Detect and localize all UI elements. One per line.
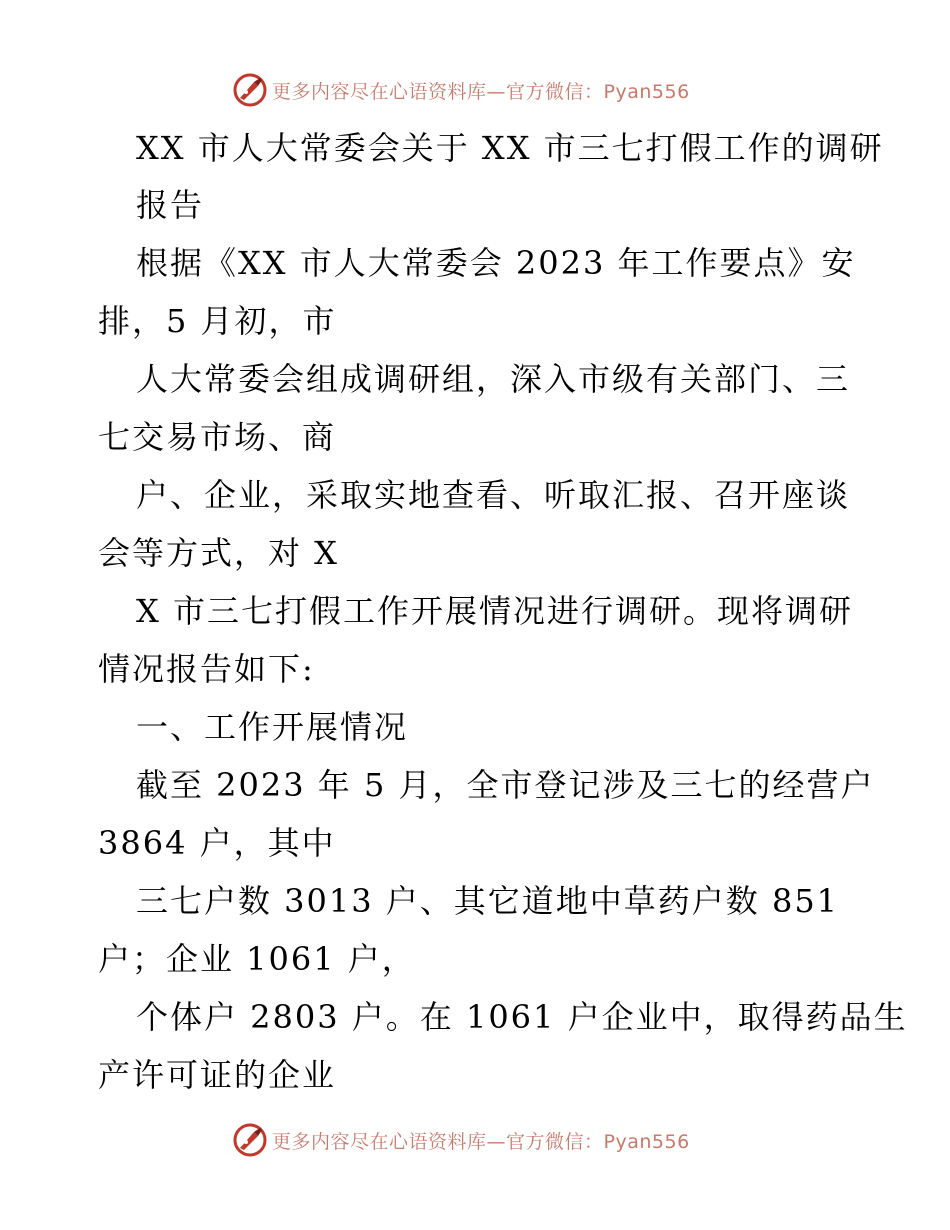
paragraph-line: 人大常委会组成调研组，深入市级有关部门、三 (136, 360, 851, 398)
paragraph-line: X 市三七打假工作开展情况进行调研。现将调研 (136, 592, 853, 630)
banner-wechat-id: Pyan556 (603, 80, 690, 103)
header-watermark-banner (232, 70, 732, 110)
paragraph-line: 七交易市场、商 (98, 418, 337, 456)
paragraph-line: 情况报告如下: (98, 650, 315, 688)
paragraph-line: 产许可证的企业 (98, 1056, 337, 1094)
banner-label: 更多内容尽在心语资料库—官方微信： (272, 1130, 604, 1153)
paragraph-line: 户；企业 1061 户， (98, 940, 416, 978)
banner-text (272, 77, 690, 104)
paragraph-line: 截至 2023 年 5 月，全市登记涉及三七的经营户 (136, 766, 875, 804)
paragraph-line: 排，5 月初，市 (98, 302, 337, 340)
banner-wechat-id: Pyan556 (603, 1130, 690, 1153)
paragraph-line: 个体户 2803 户。在 1061 户企业中，取得药品生 (136, 998, 908, 1036)
section-heading: 一、工作开展情况 (136, 708, 409, 746)
paragraph-line: 3864 户，其中 (98, 824, 336, 862)
paragraph-line: 根据《XX 市人大常委会 2023 年工作要点》安 (136, 244, 856, 282)
logo-icon (232, 1122, 268, 1158)
paragraph-line: 会等方式，对 X (98, 534, 339, 572)
paragraph-line: 户、企业，采取实地查看、听取汇报、召开座谈 (136, 476, 851, 514)
logo-icon (232, 72, 268, 108)
footer-watermark-banner (232, 1120, 732, 1160)
paragraph-line: 三七户数 3013 户、其它道地中草药户数 851 (136, 882, 840, 920)
banner-text (272, 1127, 690, 1154)
document-title-line-1: XX 市人大常委会关于 XX 市三七打假工作的调研 (136, 129, 884, 167)
document-title-line-2: 报告 (136, 186, 205, 224)
banner-label: 更多内容尽在心语资料库—官方微信： (272, 80, 604, 103)
